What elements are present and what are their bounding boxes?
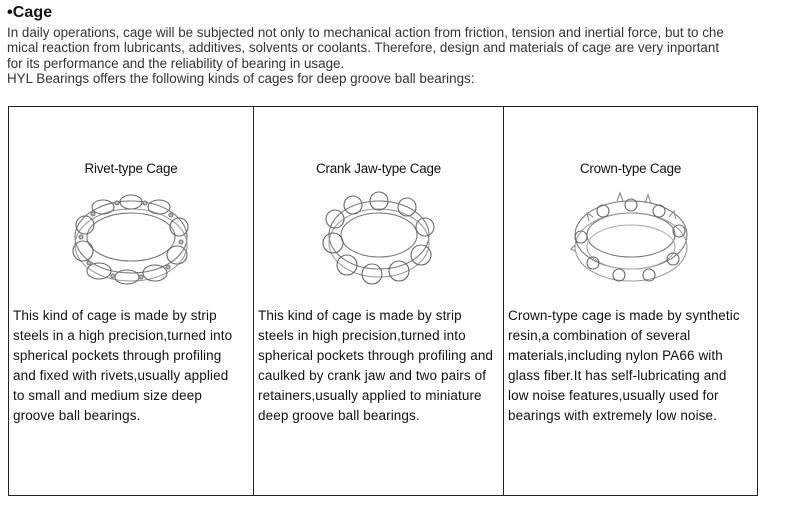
description-line: Crown-type cage is made by synthetic xyxy=(508,308,740,323)
cage-types-table xyxy=(8,106,758,496)
crank-jaw-cage-image xyxy=(254,187,503,287)
description-line: glass fiber.It has self-lubricating and xyxy=(508,368,727,383)
crown-cage-image xyxy=(504,187,757,287)
description-line: deep groove ball bearings. xyxy=(258,408,420,423)
description-line: retainers,usually applied to miniature xyxy=(258,388,482,403)
description-line: spherical pockets through profiling and xyxy=(258,348,494,363)
rivet-cage-image xyxy=(9,187,253,287)
cage-description xyxy=(258,306,501,426)
intro-line: mical reaction from lubricants, additives, solvents or coolants. Therefore, design and materials of cage are very inportant xyxy=(7,40,720,56)
crank-jaw-cage-icon xyxy=(317,187,441,287)
intro-paragraph xyxy=(7,25,777,86)
description-line: and fixed with rivets,usually applied xyxy=(13,368,229,383)
description-line: resin,a combination of several xyxy=(508,328,691,343)
description-line: groove ball bearings. xyxy=(13,408,141,423)
cage-description xyxy=(13,306,251,426)
description-line: This kind of cage is made by strip xyxy=(258,308,462,323)
description-line: bearings with extremely low noise. xyxy=(508,408,717,423)
description-line: materials,including nylon PA66 with xyxy=(508,348,723,363)
cage-title: Crown-type Cage xyxy=(579,161,682,176)
section-title: Cage xyxy=(12,4,53,21)
description-line: to small and medium size deep xyxy=(13,388,202,403)
intro-line: In daily operations, cage will be subjected not only to mechanical action from friction, tension and inertial force, but to che xyxy=(7,25,724,40)
intro-line: HYL Bearings offers the following kinds of cages for deep groove ball bearings: xyxy=(7,70,475,86)
cage-cell-crank-jaw xyxy=(253,107,503,495)
crown-cage-icon xyxy=(569,187,693,287)
description-line: steels in high precision,turned into xyxy=(258,328,466,343)
intro-line: for its performance and the reliability of bearing in usage. xyxy=(7,55,345,71)
cage-cell-crown xyxy=(503,107,757,495)
description-line: caulked by crank jaw and two pairs of xyxy=(258,368,487,383)
description-line: This kind of cage is made by strip xyxy=(13,308,217,323)
description-line: low noise features,usually used for xyxy=(508,388,719,403)
section-heading xyxy=(7,4,52,22)
cage-cell-rivet xyxy=(9,107,253,495)
cage-description xyxy=(508,306,755,426)
cage-title: Rivet-type Cage xyxy=(84,161,178,176)
bullet: • xyxy=(7,4,13,21)
description-line: steels in a high precision,turned into xyxy=(13,328,233,343)
rivet-cage-icon xyxy=(69,187,193,287)
description-line: spherical pockets through profiling xyxy=(13,348,222,363)
cage-title: Crank Jaw-type Cage xyxy=(316,161,441,176)
